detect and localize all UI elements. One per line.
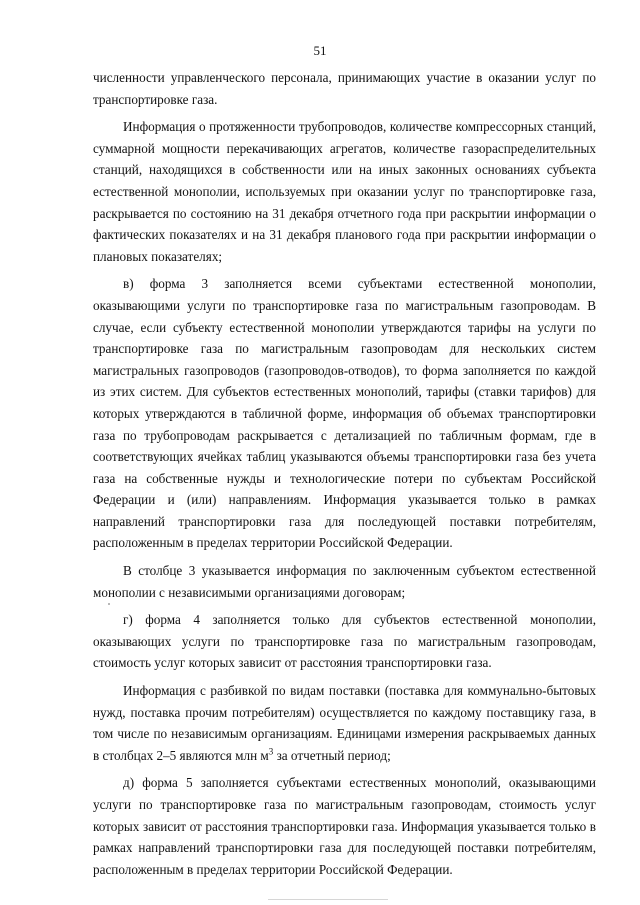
- page-number: 51: [313, 43, 327, 58]
- paragraph-form-3: в) форма 3 заполняется всеми субъектами естественной монополии, оказывающими услуги по транспортировке газа по магистральным газопроводам. В случае, если субъекту естественной монополии утверждаются тарифы на услуги по транспортировке газа по магистральным газопроводам для нескольких систем магистральных газопроводов (газопроводов-отводов), то форма заполняется по каждой из этих систем. Для субъектов естественных монополий, тарифы (ставки тарифов) для которых утверждаются в табличной форме, информация об объемах транспортировки газа по трубопроводам раскрывается с детализацией по табличным формам, где в соответствующих ячейках таблиц указываются объемы транспортировки газа без учета газа на собственные нужды и технологические потери по субъектам Российской Федерации и (или) направлениям. Информация указывается только в рамках направлений транспортировки газа для последующей поставки потребителям, расположенным в пределах территории Российской Федерации.: [93, 276, 596, 551]
- paragraph-supply-breakdown: [93, 680, 596, 766]
- supply-breakdown-text: Информация с разбивкой по видам поставки (поставка для коммунально-бытовых нужд, поставка прочим потребителям) осуществляется по каждому поставщику газа, в том числе по независимым организациям. Единицами измерения раскрываемых данных в столбцах 2–5 являются млн м: [93, 683, 596, 763]
- paragraph-pipeline-info: Информация о протяженности трубопроводов, количестве компрессорных станций, суммарной мощности перекачивающих агрегатов, количестве газораспределительных станций, находящихся в собственности или на иных законных основаниях субъекта естественной монополии, используемых при оказании услуг по транспортировке газа, раскрывается по состоянию на 31 декабря отчетного года при раскрытии информации о фактических показателях и на 31 декабря планового года при раскрытии информации о плановых показателях;: [93, 119, 596, 264]
- supply-breakdown-tail: за отчетный период;: [273, 747, 391, 763]
- cubic-superscript: 3: [268, 746, 274, 757]
- paragraph-form-4: г) форма 4 заполняется только для субъектов естественной монополии, оказывающих услуги по транспортировке газа по магистральным газопроводам, стоимость услуг которых зависит от расстояния транспортировки газа.: [93, 612, 596, 671]
- scan-speck: [268, 899, 388, 900]
- document-body: [93, 67, 596, 886]
- paragraph-staff-count: численности управленческого персонала, принимающих участие в оказании услуг по транспортировке газа.: [93, 70, 596, 107]
- paragraph-form-5: д) форма 5 заполняется субъектами естественных монополий, оказывающими услуги по транспортировке газа по магистральным газопроводам, стоимость услуг которых зависит от расстояния транспортировки газа. Информация указывается только в рамках направлений транспортировки газа для последующей поставки потребителям, расположенным в пределах территории Российской Федерации.: [93, 775, 596, 877]
- scan-speck: [108, 603, 110, 605]
- paragraph-column-3: В столбце 3 указывается информация по заключенным субъектом естественной монополии с независимыми организациями договорам;: [93, 563, 596, 600]
